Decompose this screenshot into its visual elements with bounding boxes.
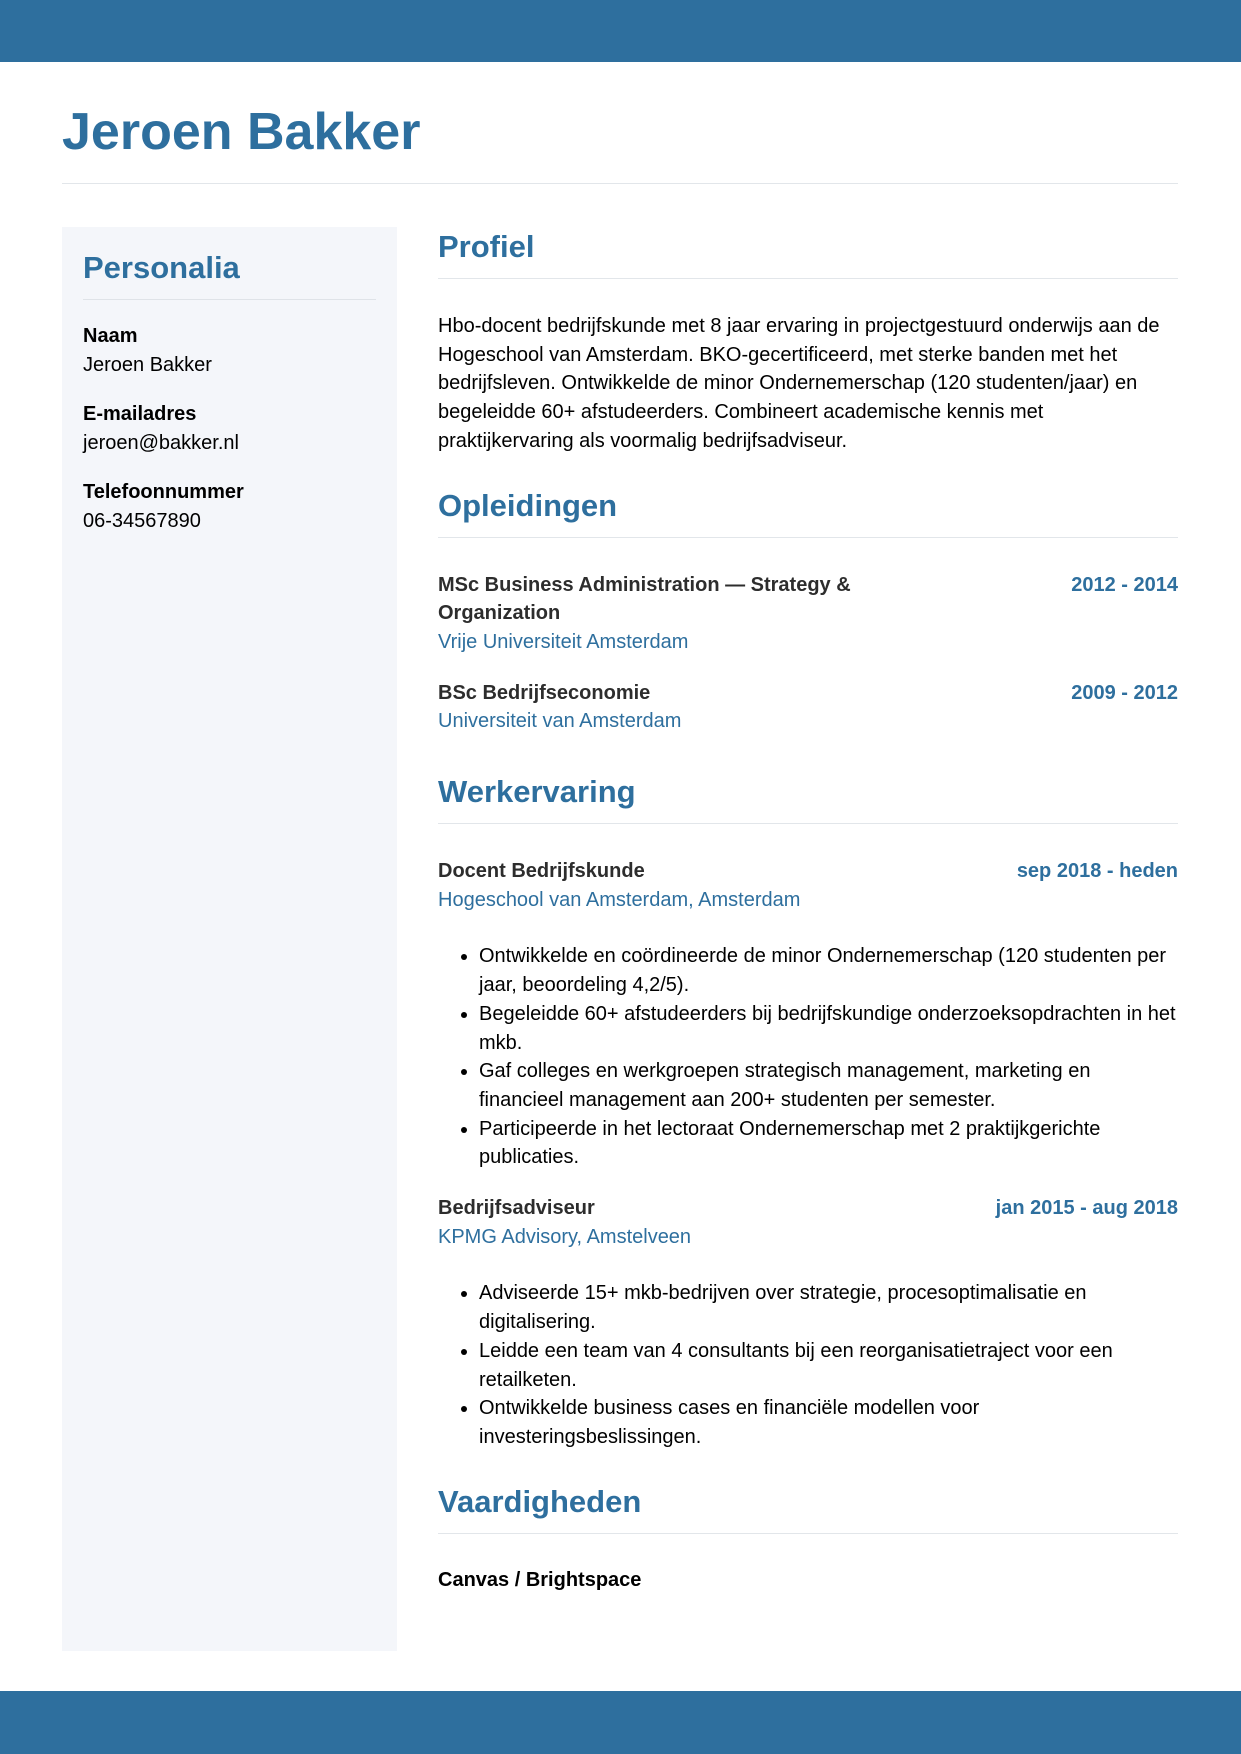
entry-dates: 2012 - 2014 [1071,573,1178,596]
page-title: Jeroen Bakker [62,103,421,161]
section-heading-opleidingen: Opleidingen [438,487,618,523]
bottom-banner [0,1691,1241,1754]
school-name: Vrije Universiteit Amsterdam [438,630,689,653]
entry-dates: sep 2018 - heden [1016,860,1178,883]
top-banner [0,0,1241,62]
job-bullets [438,1279,1178,1451]
section-divider [438,278,1178,279]
list-item: • Participeerde in het lectoraat Ondernemerschap met 2 praktijkgerichte publicaties. [479,1115,1178,1172]
personal-item-phone [83,478,376,536]
personal-item-label: E-mailadres [83,403,197,426]
main-column [438,227,1178,1594]
job-title: Bedrijfsadviseur [438,1197,595,1220]
degree-title: MSc Business Administration — Strategy & Organization [438,573,851,625]
education-entry [438,571,1178,657]
profile-section [438,227,1178,456]
personal-item-label: Naam [83,325,138,348]
personal-item-email [83,400,376,458]
list-item: • Leidde een team van 4 consultants bij een reorganisatietraject voor een retailketen. [479,1337,1178,1394]
section-divider [438,537,1178,538]
work-section [438,772,1178,1452]
school-name: Universiteit van Amsterdam [438,710,682,733]
email-value: jeroen@bakker.nl [83,432,239,455]
section-heading-profiel: Profiel [438,229,535,264]
title-divider [62,183,1178,184]
personal-item-name [83,322,376,380]
job-title: Docent Bedrijfskunde [438,860,645,883]
personal-item-label: Telefoonnummer [83,481,244,504]
employer-name: Hogeschool van Amsterdam, Amsterdam [438,888,801,911]
personalia-divider [83,299,376,300]
skill-item: Canvas / Brightspace [438,1568,642,1591]
phone-value: 06-34567890 [83,510,201,533]
list-item: • Ontwikkelde en coördineerde de minor Ondernemerschap (120 studenten per jaar, beoordeling 4,2/5). [479,942,1178,999]
section-divider [438,823,1178,824]
section-heading-werkervaring: Werkervaring [438,774,636,810]
list-item: • Ontwikkelde business cases en financiële modellen voor investeringsbeslissingen. [479,1394,1178,1451]
entry-dates: jan 2015 - aug 2018 [995,1197,1178,1220]
work-entry [438,857,1178,1172]
personal-item-value: Jeroen Bakker [83,354,212,377]
entry-dates: 2009 - 2012 [1071,681,1178,704]
list-item: • Begeleidde 60+ afstudeerders bij bedrijfskundige onderzoeksopdrachten in het mkb. [479,1000,1178,1057]
job-bullets [438,942,1178,1172]
list-item: • Gaf colleges en werkgroepen strategisch management, marketing en financieel management aan 200+ studenten per semester. [479,1057,1178,1114]
education-entry [438,679,1178,736]
personalia-heading: Personalia [83,250,240,285]
degree-title: BSc Bedrijfseconomie [438,681,651,704]
personalia-sidebar [62,227,397,1651]
section-heading-vaardigheden: Vaardigheden [438,1483,642,1519]
list-item: • Adviseerde 15+ mkb-bedrijven over strategie, procesoptimalisatie en digitalisering. [479,1279,1178,1336]
education-section [438,486,1178,737]
skills-section [438,1482,1178,1595]
section-divider [438,1533,1178,1534]
work-entry [438,1194,1178,1452]
profile-text: Hbo-docent bedrijfskunde met 8 jaar ervaring in projectgestuurd onderwijs aan de Hogeschool van Amsterdam. BKO-gecertificeerd, met sterke banden met het bedrijfsleven. Ontwikkelde de minor Ondernemerschap (120 studenten/jaar) en begeleidde 60+ afstudeerders. Combineert academische kennis met praktijkervaring als voormalig bedrijfsadviseur. [438,315,1160,452]
employer-name: KPMG Advisory, Amstelveen [438,1225,692,1248]
